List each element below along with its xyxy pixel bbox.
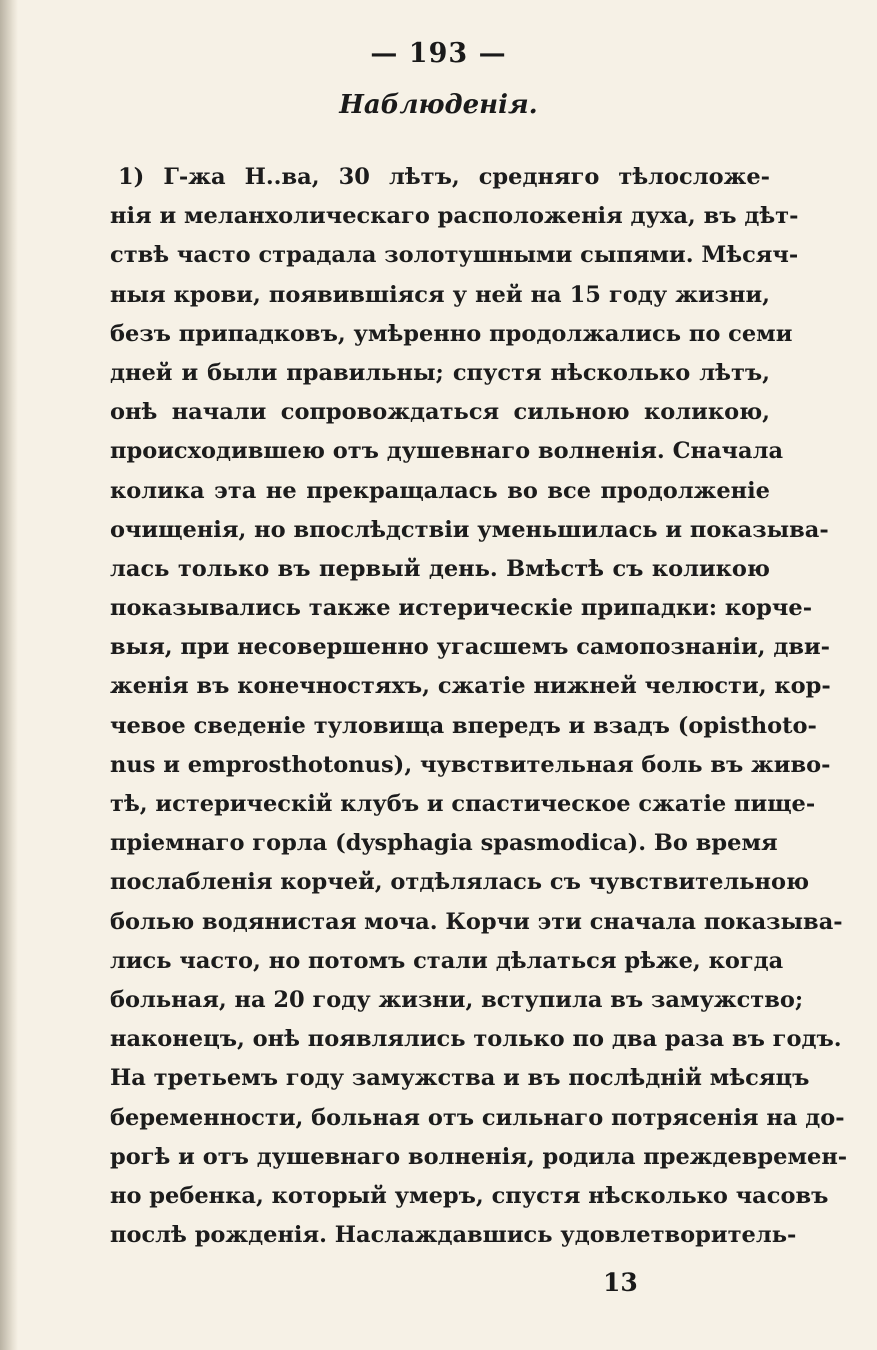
text-line: ныя крови, появившіяся у ней на 15 году жизни, [110, 281, 770, 308]
text-line: безъ припадковъ, умѣренно продолжались по семи [110, 320, 793, 347]
text-line: На третьемъ году замужства и въ послѣдній мѣсяцъ [110, 1065, 810, 1092]
text-line: беременности, больная отъ сильнаго потрясенія на до- [110, 1104, 845, 1131]
text-line: дней и были правильны; спустя нѣсколько лѣтъ, [110, 359, 770, 386]
text-line: но ребенка, который умеръ, спустя нѣсколько часовъ [110, 1182, 829, 1209]
text-line: nus и emprosthotonus), чувствительная боль въ живо- [110, 751, 831, 778]
text-line: больная, на 20 году жизни, вступила въ замужство; [110, 986, 804, 1013]
text-line: онѣ начали сопровождаться сильною коликою, [110, 399, 770, 426]
text-line: лась только въ первый день. Вмѣстѣ съ коликою [110, 555, 770, 582]
page-number: — 193 — [370, 38, 507, 69]
text-line: болью водянистая моча. Корчи эти сначала показыва- [110, 908, 843, 935]
text-line: колика эта не прекращалась во все продолженіе [110, 477, 770, 504]
page-binding-edge [0, 0, 18, 1350]
text-line: лись часто, но потомъ стали дѣлаться рѣже, когда [110, 947, 784, 974]
text-line: показывались также истерическіе припадки: корче- [110, 595, 813, 622]
text-line: выя, при несовершенно угасшемъ самопознаніи, дви- [110, 634, 830, 661]
text-line: тѣ, истерическій клубъ и спастическое сжатіе пище- [110, 791, 816, 817]
text-line: пріемнаго горла (dysphagia spasmodica). Во время [110, 830, 778, 857]
body-text [110, 158, 848, 1255]
text-line: чевое сведеніе туловища впередъ и взадъ (opisthoto- [110, 712, 817, 739]
text-line: очищенія, но впослѣдствіи уменьшилась и показыва- [110, 516, 829, 543]
text-line: ствѣ часто страдала золотушными сыпями. Мѣсяч- [110, 242, 799, 269]
text-line: наконецъ, онѣ появлялись только по два раза въ годъ. [110, 1026, 842, 1053]
text-line: 1) Г-жа Н..ва, 30 лѣтъ, средняго тѣлосложе- [118, 164, 770, 190]
text-line: нія и меланхолическаго расположенія духа, въ дѣт- [110, 203, 799, 230]
signature-mark: 13 [603, 1268, 638, 1297]
text-line: происходившею отъ душевнаго волненія. Сначала [110, 438, 784, 465]
text-line: женія въ конечностяхъ, сжатіе нижней челюсти, кор- [110, 673, 831, 700]
text-line: рогѣ и отъ душевнаго волненія, родила преждевремен- [110, 1143, 848, 1170]
text-line: послабленія корчей, отдѣлялась съ чувствительною [110, 869, 810, 896]
section-title: Наблюденія. [339, 90, 538, 120]
text-line: послѣ рожденія. Наслаждавшись удовлетворитель- [110, 1222, 797, 1249]
